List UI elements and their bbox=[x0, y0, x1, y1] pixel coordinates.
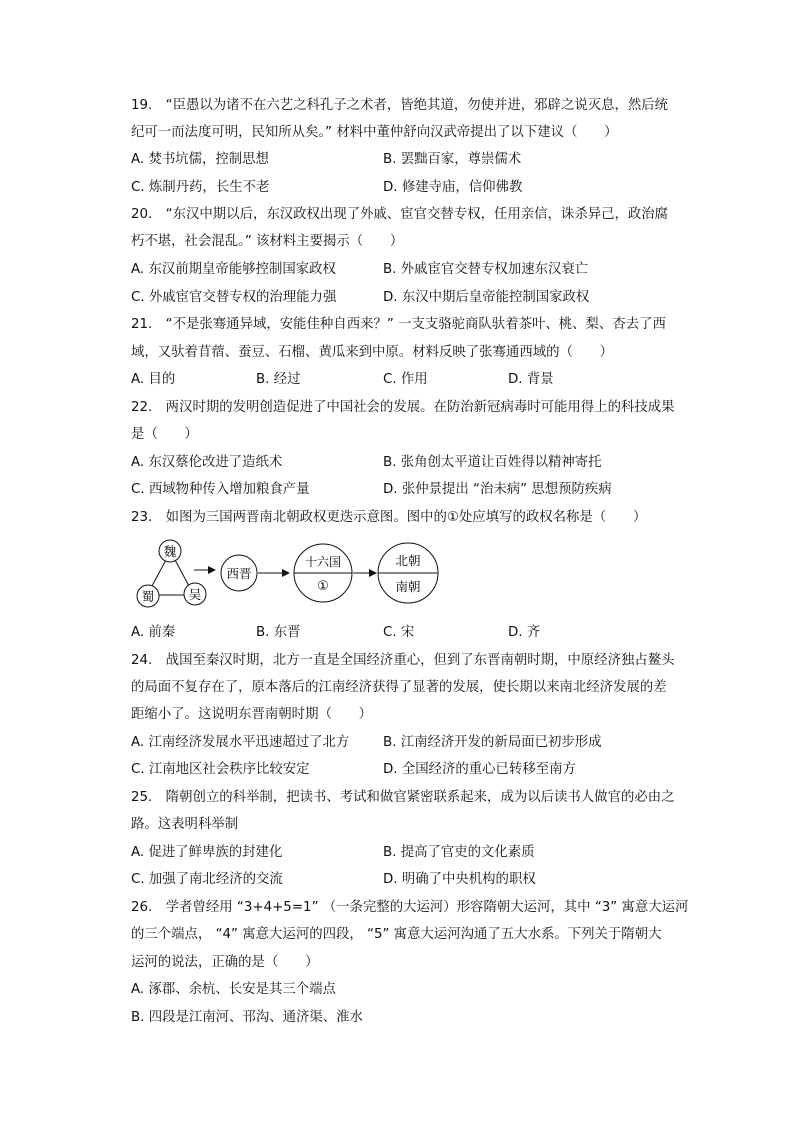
question-26-line-2: 的三个端点， “4” 寓意大运河的四段， “5” 寓意大运河沟通了五大水系。下列关于隋朝大 bbox=[131, 927, 662, 942]
shu-label: 蜀 bbox=[141, 589, 155, 604]
question-24-option-d: D. 全国经济的重心已转移至南方 bbox=[383, 762, 576, 777]
dynasty-succession-diagram bbox=[127, 538, 447, 614]
question-24-option-a: A. 江南经济发展水平迅速超过了北方 bbox=[131, 735, 350, 750]
question-25-option-a: A. 促进了鲜卑族的封建化 bbox=[131, 845, 283, 860]
question-21-option-a: A. 目的 bbox=[131, 372, 176, 387]
nanchao-label: 南朝 bbox=[395, 579, 421, 594]
wei-shu-line bbox=[152, 558, 167, 586]
question-21-line-1: 21. “不是张骞通异域，安能佳种自西来？” 一支支骆驼商队驮着茶叶、桃、梨、杏去了西 bbox=[131, 317, 666, 332]
question-23-option-a: A. 前秦 bbox=[131, 625, 176, 640]
question-20-option-a: A. 东汉前期皇帝能够控制国家政权 bbox=[131, 262, 336, 277]
question-20-option-c: C. 外戚宦官交替专权的治理能力强 bbox=[131, 290, 337, 305]
question-23-option-b: B. 东晋 bbox=[256, 625, 301, 640]
question-19-option-d: D. 修建寺庙，信仰佛教 bbox=[383, 180, 523, 195]
blank-label: ① bbox=[317, 579, 329, 594]
question-25-option-d: D. 明确了中央机构的职权 bbox=[383, 872, 536, 887]
question-24-option-c: C. 江南地区社会秩序比较安定 bbox=[131, 762, 310, 777]
question-20-option-b: B. 外戚宦官交替专权加速东汉衰亡 bbox=[383, 262, 589, 277]
question-23-option-d: D. 齐 bbox=[508, 625, 541, 640]
question-23-line-1: 23. 如图为三国两晋南北朝政权更迭示意图。图中的①处应填写的政权名称是（ ） bbox=[131, 510, 647, 525]
wei-wu-line bbox=[174, 558, 189, 586]
question-25-line-2: 路。这表明科举制 bbox=[131, 817, 239, 832]
question-22-option-a: A. 东汉蔡伦改进了造纸术 bbox=[131, 455, 283, 470]
beichao-label: 北朝 bbox=[395, 553, 421, 568]
question-22-line-2: 是（ ） bbox=[131, 427, 198, 442]
question-24-line-3: 距缩小了。这说明东晋南朝时期（ ） bbox=[131, 707, 373, 722]
question-20-line-2: 朽不堪，社会混乱。” 该材料主要揭示（ ） bbox=[131, 234, 404, 249]
question-19-option-a: A. 焚书坑儒，控制思想 bbox=[131, 152, 269, 167]
question-22-option-c: C. 西域物种传入增加粮食产量 bbox=[131, 482, 310, 497]
question-26-line-1: 26. 学者曾经用 “3+4+5=1” （一条完整的大运河）形容隋朝大运河，其中 “3” 寓意大运河 bbox=[131, 900, 689, 915]
question-25-line-1: 25. 隋朝创立的科举制，把读书、考试和做官紧密联系起来，成为以后读书人做官的必由之 bbox=[131, 790, 675, 805]
question-21-option-d: D. 背景 bbox=[508, 372, 554, 387]
question-22-option-b: B. 张角创太平道让百姓得以精神寄托 bbox=[383, 455, 602, 470]
question-24-option-b: B. 江南经济开发的新局面已初步形成 bbox=[383, 735, 602, 750]
question-26-option-a: A. 涿郡、余杭、长安是其三个端点 bbox=[131, 982, 336, 997]
question-21-option-c: C. 作用 bbox=[383, 372, 428, 387]
question-24-line-2: 的局面不复存在了，原本落后的江南经济获得了显著的发展，使长期以来南北经济发展的差 bbox=[131, 680, 667, 695]
question-26-option-b: B. 四段是江南河、邗沟、通济渠、淮水 bbox=[131, 1010, 363, 1025]
question-20-line-1: 20. “东汉中期以后，东汉政权出现了外戚、宦官交替专权，任用亲信，诛杀异己，政治腐 bbox=[131, 207, 669, 222]
question-19-line-2: 纪可一而法度可明，民知所从矣。” 材料中董仲舒向汉武帝提出了以下建议（ ） bbox=[131, 125, 618, 140]
question-21-option-b: B. 经过 bbox=[256, 372, 301, 387]
question-23-option-c: C. 宋 bbox=[383, 625, 415, 640]
question-19-option-c: C. 炼制丹药，长生不老 bbox=[131, 180, 270, 195]
question-25-option-b: B. 提高了官吏的文化素质 bbox=[383, 845, 535, 860]
xijin-label: 西晋 bbox=[226, 566, 252, 581]
question-19-option-b: B. 罢黜百家，尊崇儒术 bbox=[383, 152, 522, 167]
question-19-line-1: 19. “臣愚以为诸不在六艺之科孔子之术者，皆绝其道，勿使并进，邪辟之说灭息，然后统 bbox=[131, 98, 669, 113]
sixteen-label: 十六国 bbox=[304, 555, 342, 569]
wu-label: 吴 bbox=[188, 587, 202, 602]
question-26-line-3: 运河的说法，正确的是（ ） bbox=[131, 955, 319, 970]
question-21-line-2: 域，又驮着苜蓿、蚕豆、石榴、黄瓜来到中原。材料反映了张骞通西域的（ ） bbox=[131, 345, 614, 360]
wei-label: 魏 bbox=[163, 544, 177, 559]
question-20-option-d: D. 东汉中期后皇帝能控制国家政权 bbox=[383, 290, 590, 305]
question-22-option-d: D. 张仲景提出 “治未病” 思想预防疾病 bbox=[383, 482, 612, 497]
question-22-line-1: 22. 两汉时期的发明创造促进了中国社会的发展。在防治新冠病毒时可能用得上的科技成果 bbox=[131, 400, 675, 415]
question-24-line-1: 24. 战国至秦汉时期，北方一直是全国经济重心，但到了东晋南朝时期，中原经济独占鳌头 bbox=[131, 653, 675, 668]
question-25-option-c: C. 加强了南北经济的交流 bbox=[131, 872, 283, 887]
diagram-svg bbox=[127, 538, 447, 614]
